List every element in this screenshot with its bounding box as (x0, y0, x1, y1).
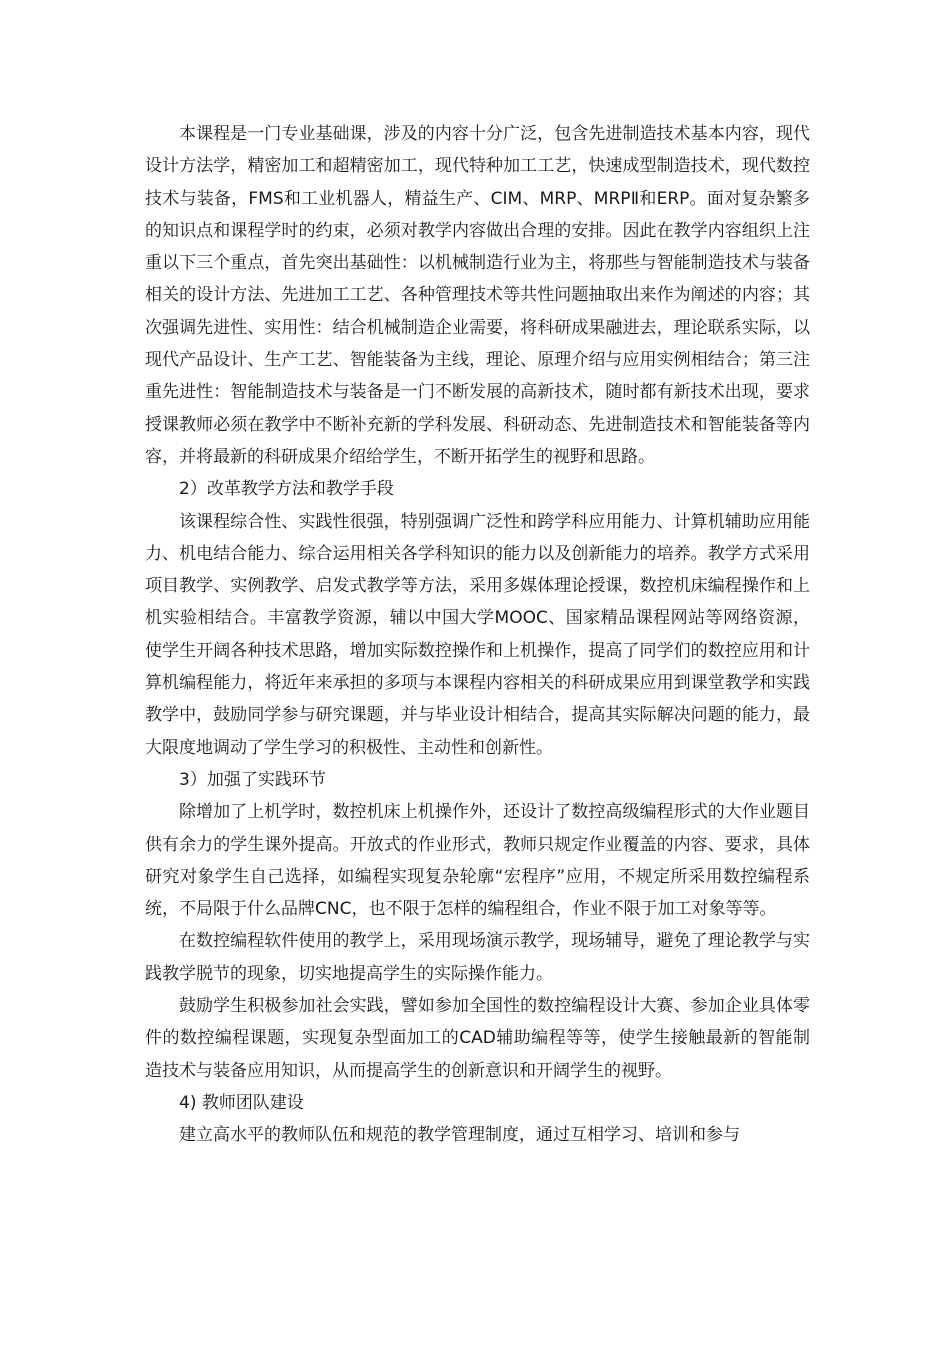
paragraph-course-content: 本课程是一门专业基础课，涉及的内容十分广泛，包含先进制造技术基本内容，现代设计方法学，精密加工和超精密加工，现代特种加工工艺，快速成型制造技术，现代数控技术与装备，FMS和工业机器人，精益生产、CIM、MRP、MRPⅡ和ERP。面对复杂繁多的知识点和课程学时的约束，必须对教学内容做出合理的安排。因此在教学内容组织上注重以下三个重点，首先突出基础性：以机械制造行业为主，将那些与智能制造技术与装备相关的设计方法、先进加工工艺、各种管理技术等共性问题抽取出来作为阐述的内容；其次强调先进性、实用性：结合机械制造企业需要，将科研成果融进去，理论联系实际，以现代产品设计、生产工艺、智能装备为主线，理论、原理介绍与应用实例相结合；第三注重先进性：智能制造技术与装备是一门不断发展的高新技术，随时都有新技术出现，要求授课教师必须在教学中不断补充新的学科发展、科研动态、先进制造技术和智能装备等内容，并将最新的科研成果介绍给学生，不断开拓学生的视野和思路。 (145, 124, 810, 467)
heading-practice: 3）加强了实践环节 (179, 769, 326, 790)
heading-teaching-reform: 2）改革教学方法和教学手段 (179, 479, 394, 500)
document-body (145, 118, 810, 1152)
paragraph-software-teaching: 在数控编程软件使用的教学上，采用现场演示教学，现场辅导，避免了理论教学与实践教学脱节的现象，切实地提高学生的实际操作能力。 (145, 931, 810, 984)
paragraph-practice-assignments: 除增加了上机学时，数控机床上机操作外，还设计了数控高级编程形式的大作业题目供有余力的学生课外提高。开放式的作业形式，教师只规定作业覆盖的内容、要求，具体研究对象学生自己选择，如编程实现复杂轮廓“宏程序”应用，不规定所采用数控编程系统，不局限于什么品牌CNC，也不限于怎样的编程组合，作业不限于加工对象等等。 (145, 802, 810, 920)
paragraph-teaching-methods: 该课程综合性、实践性很强，特别强调广泛性和跨学科应用能力、计算机辅助应用能力、机电结合能力、综合运用相关各学科知识的能力以及创新能力的培养。教学方式采用项目教学、实例教学、启发式教学等方法，采用多媒体理论授课，数控机床编程操作和上机实验相结合。丰富教学资源，辅以中国大学MOOC、国家精品课程网站等网络资源，使学生开阔各种技术思路，增加实际数控操作和上机操作，提高了同学们的数控应用和计算机编程能力，将近年来承担的多项与本课程内容相关的科研成果应用到课堂教学和实践教学中，鼓励同学参与研究课题，并与毕业设计相结合，提高其实际解决问题的能力，最大限度地调动了学生学习的积极性、主动性和创新性。 (145, 511, 810, 758)
paragraph-social-practice: 鼓励学生积极参加社会实践，譬如参加全国性的数控编程设计大赛、参加企业具体零件的数控编程课题，实现复杂型面加工的CAD辅助编程等等，使学生接触最新的智能制造技术与装备应用知识，从而提高学生的创新意识和开阔学生的视野。 (145, 996, 810, 1081)
paragraph-teacher-team: 建立高水平的教师队伍和规范的教学管理制度，通过互相学习、培训和参与 (179, 1125, 740, 1146)
heading-teacher-team: 4) 教师团队建设 (179, 1092, 304, 1113)
